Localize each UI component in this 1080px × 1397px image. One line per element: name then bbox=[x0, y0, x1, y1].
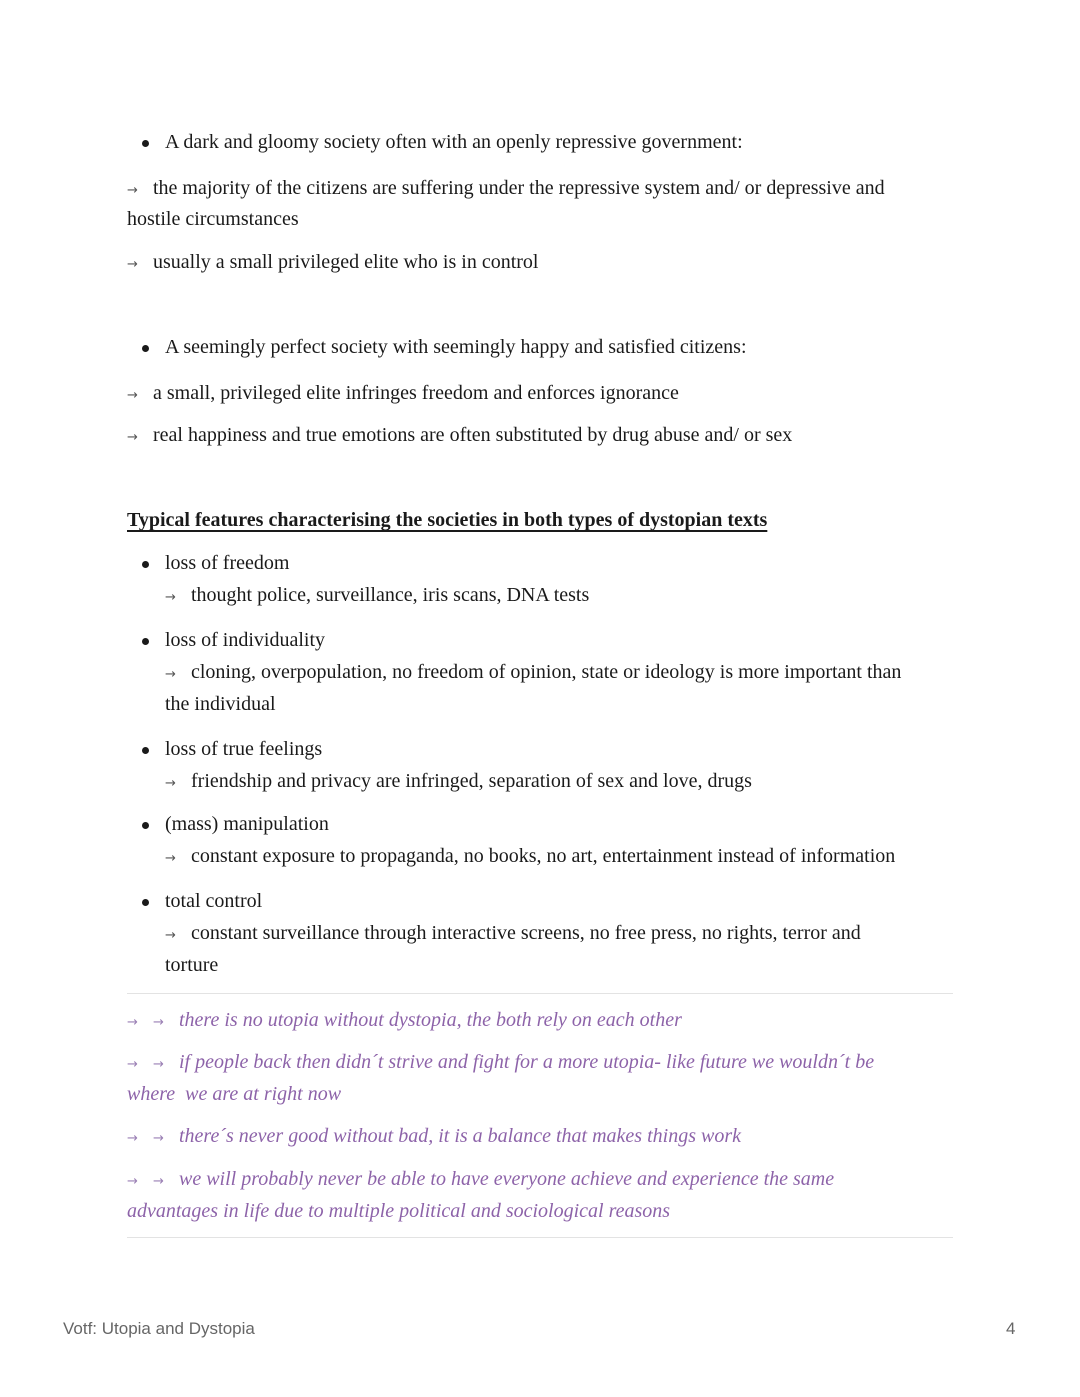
bullet-icon bbox=[142, 345, 149, 352]
section2-bullet: A seemingly perfect society with seemingly happy and satisfied citizens: bbox=[165, 336, 747, 358]
section1-arrow1-cont: hostile circumstances bbox=[127, 208, 299, 230]
arrow-icon: → bbox=[153, 1057, 164, 1072]
section2-arrow2: → real happiness and true emotions are often substituted by drug abuse and/ or sex bbox=[127, 419, 792, 454]
note-line-cont: where we are at right now bbox=[127, 1083, 342, 1105]
feature-title: (mass) manipulation bbox=[165, 813, 329, 835]
feature-detail: → cloning, overpopulation, no freedom of opinion, state or ideology is more important than bbox=[165, 656, 901, 691]
footer-title: Votf: Utopia and Dystopia bbox=[63, 1319, 255, 1338]
feature-title: loss of individuality bbox=[165, 629, 325, 651]
arrow-icon: → bbox=[127, 1015, 138, 1030]
arrow-icon: → bbox=[153, 1131, 164, 1146]
feature-detail-cont: the individual bbox=[165, 693, 276, 715]
arrow-icon: → bbox=[165, 590, 176, 605]
feature-detail: → constant surveillance through interactive screens, no free press, no rights, terror and bbox=[165, 917, 861, 952]
arrow-icon: → bbox=[127, 388, 138, 403]
bullet-icon bbox=[142, 822, 149, 829]
note-line: → → we will probably never be able to have everyone achieve and experience the same bbox=[127, 1163, 834, 1198]
note-line: → → there´s never good without bad, it is a balance that makes things work bbox=[127, 1120, 741, 1155]
feature-detail: → constant exposure to propaganda, no books, no art, entertainment instead of information bbox=[165, 840, 895, 875]
note-line-cont: advantages in life due to multiple political and sociological reasons bbox=[127, 1200, 671, 1222]
feature-title: loss of true feelings bbox=[165, 738, 323, 760]
arrow-icon: → bbox=[165, 851, 176, 866]
bullet-icon bbox=[142, 747, 149, 754]
arrow-icon: → bbox=[127, 430, 138, 445]
bullet-icon bbox=[142, 561, 149, 568]
divider-top bbox=[127, 993, 953, 994]
arrow-icon: → bbox=[153, 1015, 164, 1030]
section1-bullet: A dark and gloomy society often with an openly repressive government: bbox=[165, 131, 743, 153]
arrow-icon: → bbox=[127, 1131, 138, 1146]
arrow-icon: → bbox=[127, 1057, 138, 1072]
feature-detail: → thought police, surveillance, iris scans, DNA tests bbox=[165, 579, 589, 614]
section-heading: Typical features characterising the societies in both types of dystopian texts bbox=[127, 509, 768, 531]
section2-arrow1: → a small, privileged elite infringes freedom and enforces ignorance bbox=[127, 377, 679, 412]
section1-arrow1: → the majority of the citizens are suffering under the repressive system and/ or depressive and bbox=[127, 172, 885, 207]
arrow-icon: → bbox=[165, 928, 176, 943]
arrow-icon: → bbox=[165, 667, 176, 682]
arrow-icon: → bbox=[127, 257, 138, 272]
feature-title: total control bbox=[165, 890, 263, 912]
arrow-icon: → bbox=[153, 1174, 164, 1189]
feature-detail: → friendship and privacy are infringed, separation of sex and love, drugs bbox=[165, 765, 752, 800]
bullet-icon bbox=[142, 638, 149, 645]
section1-arrow2: → usually a small privileged elite who is in control bbox=[127, 246, 538, 281]
feature-title: loss of freedom bbox=[165, 552, 290, 574]
bullet-icon bbox=[142, 899, 149, 906]
arrow-icon: → bbox=[127, 183, 138, 198]
note-line: → → if people back then didn´t strive and fight for a more utopia- like future we wouldn´t be bbox=[127, 1046, 874, 1081]
bullet-icon bbox=[142, 140, 149, 147]
divider-bottom bbox=[127, 1237, 953, 1238]
arrow-icon: → bbox=[127, 1174, 138, 1189]
arrow-icon: → bbox=[165, 776, 176, 791]
page-number: 4 bbox=[1006, 1319, 1016, 1338]
feature-detail-cont: torture bbox=[165, 954, 219, 976]
note-line: → → there is no utopia without dystopia, the both rely on each other bbox=[127, 1004, 682, 1039]
